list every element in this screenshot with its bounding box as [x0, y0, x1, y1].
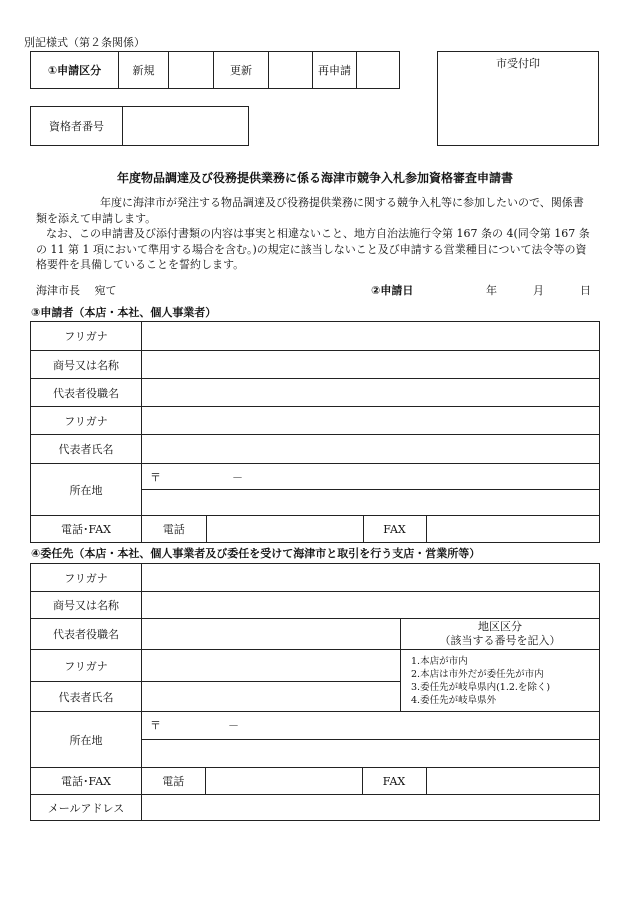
- applicant-phone-fax-label: 電話･FAX: [31, 516, 142, 543]
- application-type-table: [30, 51, 400, 89]
- delegate-heading: ④委任先（本店・本社、個人事業者及び委任を受けて海津市と取引を行う支店・営業所等）: [31, 547, 481, 560]
- document-title: 年度物品調達及び役務提供業務に係る海津市競争入札参加資格審査申請書: [116, 171, 513, 185]
- delegate-furigana-input[interactable]: [142, 564, 600, 592]
- delegate-rep-name-label: 代表者氏名: [31, 682, 142, 712]
- option-reapply-checkbox[interactable]: [357, 52, 400, 89]
- delegate-rep-title-input[interactable]: [142, 619, 401, 650]
- district-title: 地区区分: [478, 620, 522, 633]
- applicant-rep-furigana-label: フリガナ: [31, 407, 142, 435]
- delegate-rep-furigana-input[interactable]: [142, 650, 401, 682]
- delegate-company-label: 商号又は名称: [31, 592, 142, 619]
- reception-stamp-label: 市受付印: [496, 57, 540, 70]
- delegate-furigana-label: フリガナ: [31, 564, 142, 592]
- applicant-company-label: 商号又は名称: [31, 351, 142, 379]
- reception-stamp-box: [437, 51, 599, 146]
- intro-paragraph-1: 年度に海津市が発注する物品調達及び役務提供業務に関する競争入札等に参加したいので、関係書類を添えて申請します。: [36, 196, 584, 225]
- intro-text: [36, 195, 594, 273]
- district-options: [401, 650, 600, 712]
- applicant-rep-name-label: 代表者氏名: [31, 435, 142, 464]
- application-type-label: ①申請区分: [31, 52, 119, 89]
- applicant-table: [30, 321, 600, 543]
- applicant-furigana-input[interactable]: [142, 322, 600, 351]
- applicant-company-input[interactable]: [142, 351, 600, 379]
- option-new-label: 新規: [119, 52, 169, 89]
- option-renew-label: 更新: [214, 52, 269, 89]
- date-year-unit: 年: [486, 284, 497, 297]
- applicant-furigana-label: フリガナ: [31, 322, 142, 351]
- delegate-rep-title-label: 代表者役職名: [31, 619, 142, 650]
- applicant-rep-title-input[interactable]: [142, 379, 600, 407]
- option-reapply-label: 再申請: [313, 52, 357, 89]
- applicant-rep-title-label: 代表者役職名: [31, 379, 142, 407]
- delegate-rep-name-input[interactable]: [142, 682, 401, 712]
- qualification-label: 資格者番号: [31, 107, 123, 146]
- intro-paragraph-2: なお、この申請書及び添付書類の内容は事実と相違ないこと、地方自治法施行令第 167 条の 4(同令第 167 条の 11 第 1 項において準用する場合を含む。)の規定に該当しないこと及び申請する営業種目について法令等の資格要件を具備していることを誓約します。: [36, 227, 590, 271]
- delegate-fax-input[interactable]: [426, 768, 599, 794]
- qualification-input[interactable]: [123, 107, 249, 146]
- date-month-unit: 月: [533, 284, 544, 297]
- district-option-4: 4.委任先が岐阜県外: [411, 695, 497, 706]
- district-option-3: 3.委任先が岐阜県内(1.2.を除く): [411, 682, 551, 693]
- form-id: 別記様式（第２条関係）: [24, 36, 145, 49]
- delegate-phone-fax-cell: [142, 768, 600, 795]
- delegate-phone-label: 電話: [142, 768, 205, 794]
- applicant-postal-dash: －: [232, 471, 243, 484]
- delegate-table: [30, 563, 600, 821]
- delegate-postal-mark: 〒: [150, 719, 161, 732]
- applicant-fax-input[interactable]: [426, 516, 599, 542]
- delegate-fax-label: FAX: [362, 768, 426, 794]
- date-label: ②申請日: [371, 284, 414, 297]
- applicant-phone-label: 電話: [142, 516, 206, 542]
- district-option-1: 1.本店が市内: [411, 656, 468, 667]
- option-new-checkbox[interactable]: [169, 52, 214, 89]
- delegate-company-input[interactable]: [142, 592, 600, 619]
- applicant-postal-mark: 〒: [150, 471, 161, 484]
- applicant-phone-fax-cell: [142, 516, 600, 543]
- applicant-rep-name-input[interactable]: [142, 435, 600, 464]
- option-renew-checkbox[interactable]: [269, 52, 313, 89]
- applicant-heading: ③申請者（本店・本社、個人事業者）: [31, 306, 217, 319]
- addressee: 海津市長 宛て: [36, 284, 117, 297]
- delegate-phone-input[interactable]: [205, 768, 362, 794]
- delegate-address-cell[interactable]: [142, 712, 600, 768]
- delegate-rep-furigana-label: フリガナ: [31, 650, 142, 682]
- applicant-address-label: 所在地: [31, 464, 142, 516]
- delegate-phone-fax-label: 電話･FAX: [31, 768, 142, 795]
- applicant-fax-label: FAX: [363, 516, 426, 542]
- delegate-address-label: 所在地: [31, 712, 142, 768]
- delegate-postal-dash: －: [228, 719, 239, 732]
- date-day-unit: 日: [580, 284, 591, 297]
- applicant-address-cell[interactable]: [142, 464, 600, 516]
- qualification-table: [30, 106, 249, 146]
- district-option-2: 2.本店は市外だが委任先が市内: [411, 669, 544, 680]
- district-subtitle: （該当する番号を記入）: [439, 634, 561, 647]
- district-header: [401, 619, 600, 650]
- delegate-email-input[interactable]: [142, 795, 600, 821]
- applicant-phone-input[interactable]: [206, 516, 363, 542]
- delegate-email-label: メールアドレス: [31, 795, 142, 821]
- applicant-rep-furigana-input[interactable]: [142, 407, 600, 435]
